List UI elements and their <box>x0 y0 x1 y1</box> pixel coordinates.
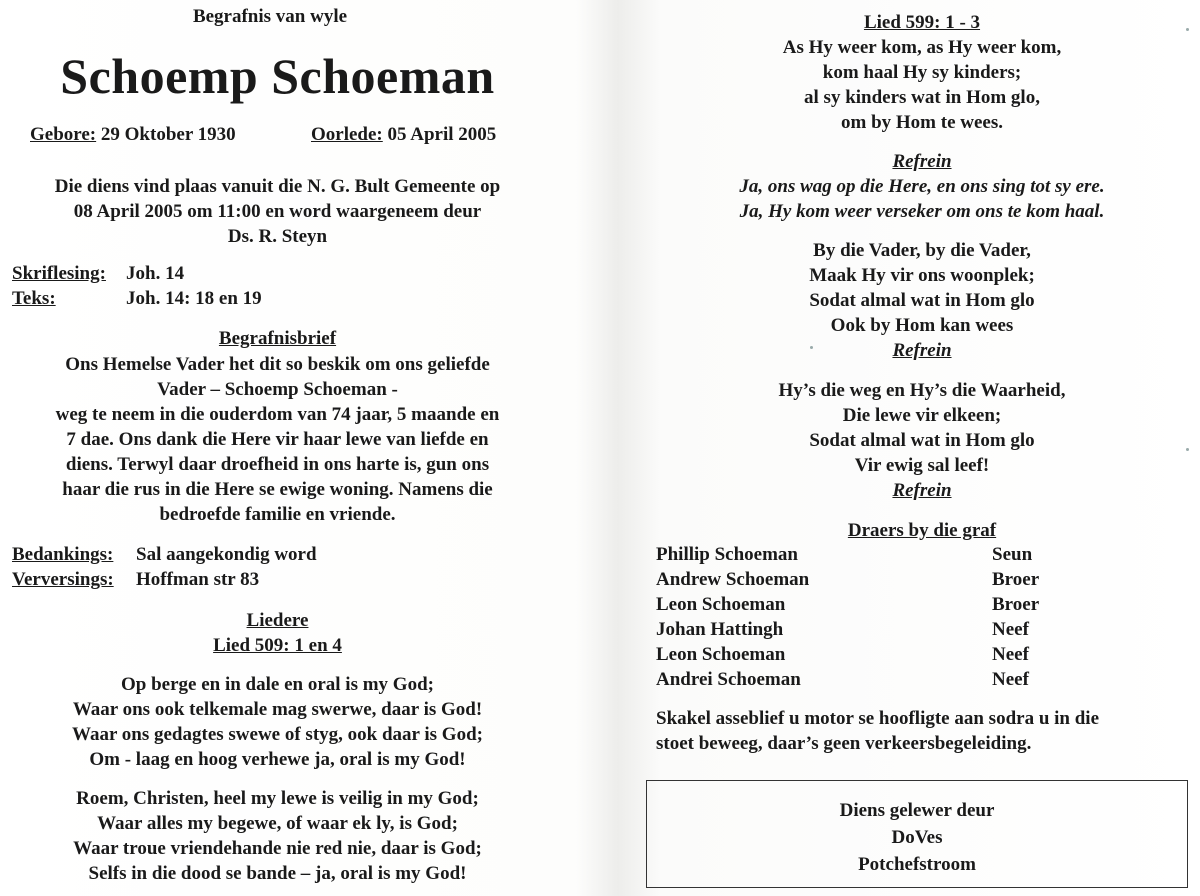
refrain-block <box>612 149 1200 224</box>
lyric-line: Hy’s die weg en Hy’s die Waarheid, <box>778 380 1066 401</box>
text-value: Joh. 14: 18 en 19 <box>126 288 262 309</box>
bearer-row <box>656 592 1039 617</box>
bearers-list <box>656 542 1039 692</box>
song2-title: Lied 599: 1 - 3 <box>863 12 981 33</box>
born-label: Gebore: <box>30 124 97 145</box>
bearer-relation: Neef <box>992 644 1029 665</box>
lyric-line: Sodat almal wat in Hom glo <box>809 430 1035 451</box>
service-line: Ds. R. Steyn <box>227 226 328 247</box>
thanks-label: Bedankings: <box>12 544 114 565</box>
refreshments-value: Hoffman str 83 <box>136 569 260 590</box>
bearers-title: Draers by die graf <box>847 520 997 541</box>
bearer-row <box>656 642 1039 667</box>
lyric-line: Vir ewig sal leef! <box>854 455 990 476</box>
credits-line: Diens gelewer deur <box>839 800 995 821</box>
service-line: Die diens vind plaas vanuit die N. G. Bult Gemeente op <box>54 176 501 197</box>
notice-line: Skakel asseblief u motor se hoofligte aan sodra u in die <box>656 708 1100 729</box>
born-value: 29 Oktober 1930 <box>96 124 236 145</box>
lyric-line: By die Vader, by die Vader, <box>813 240 1031 261</box>
refrain-label: Refrein <box>892 151 952 172</box>
refrain-label: Refrein <box>892 340 952 361</box>
bearer-relation: Neef <box>992 669 1029 690</box>
lyric-line: Selfs in die dood se bande – ja, oral is my God! <box>88 863 467 884</box>
bearer-name: Andrew Schoeman <box>656 569 810 590</box>
credits-city: Potchefstroom <box>858 854 976 875</box>
letter-line: weg te neem in die ouderdom van 74 jaar, 5 maande en <box>55 404 500 425</box>
bearer-name: Andrei Schoeman <box>656 669 801 690</box>
refrain-line: Ja, ons wag op die Here, en ons sing tot sy ere. <box>739 176 1105 197</box>
bearer-row <box>656 567 1039 592</box>
lyric-line: As Hy weer kom, as Hy weer kom, <box>782 37 1062 58</box>
refrain-label: Refrein <box>892 480 952 501</box>
letter-line: haar die rus in die Here se ewige woning. Namens die <box>62 479 493 500</box>
reading-value: Joh. 14 <box>126 263 185 284</box>
headlights-notice <box>656 706 1176 756</box>
songs-title: Liedere <box>246 610 309 631</box>
scan-speck <box>1186 448 1189 451</box>
reading-label: Skriflesing: <box>12 263 106 284</box>
deceased-name: Schoemp Schoeman <box>60 48 495 104</box>
scan-speck <box>1186 28 1189 31</box>
bearer-relation: Broer <box>992 569 1040 590</box>
service-line: 08 April 2005 om 11:00 en word waargeneem deur <box>73 201 482 222</box>
lyric-line: Sodat almal wat in Hom glo <box>809 290 1035 311</box>
bearer-relation: Broer <box>992 594 1040 615</box>
died-label: Oorlede: <box>311 124 383 145</box>
letter-line: Ons Hemelse Vader het dit so beskik om ons geliefde <box>65 354 490 375</box>
song2-verse-3 <box>612 378 1200 503</box>
refreshments-label: Verversings: <box>12 569 114 590</box>
funeral-letter <box>0 352 555 527</box>
intro-heading: Begrafnis van wyle <box>192 6 348 27</box>
bearer-name: Leon Schoeman <box>656 594 786 615</box>
lyric-line: Op berge en in dale en oral is my God; <box>121 674 434 695</box>
lyric-line: Die lewe vir elkeen; <box>842 405 1002 426</box>
text-label: Teks: <box>12 288 56 309</box>
bearer-relation: Seun <box>992 544 1033 565</box>
songs-heading <box>0 608 555 658</box>
notice-line: stoet beweeg, daar’s geen verkeersbegeleiding. <box>656 733 1032 754</box>
bearer-name: Johan Hattingh <box>656 619 784 640</box>
service-credits-box <box>646 780 1188 888</box>
refrain-line: Ja, Hy kom weer verseker om ons te kom haal. <box>739 201 1105 222</box>
bearer-relation: Neef <box>992 619 1029 640</box>
bearer-row <box>656 667 1039 692</box>
born-date <box>30 124 236 146</box>
died-date <box>311 124 496 146</box>
song1-stanza-2 <box>0 786 555 886</box>
lyric-line: Waar ons ook telkemale mag swerwe, daar is God! <box>72 699 483 720</box>
letter-title: Begrafnisbrief <box>218 328 337 349</box>
scan-speck <box>810 346 813 349</box>
song1-stanza-1 <box>0 672 555 772</box>
lyric-line: Maak Hy vir ons woonplek; <box>809 265 1035 286</box>
letter-line: 7 dae. Ons dank die Here vir haar lewe van liefde en <box>66 429 489 450</box>
lyric-line: Ook by Hom kan wees <box>830 315 1014 336</box>
bearer-row <box>656 542 1039 567</box>
service-details <box>0 174 555 249</box>
credits-company: DoVes <box>891 827 943 848</box>
letter-line: diens. Terwyl daar droefheid in ons harte is, gun ons <box>65 454 490 475</box>
lyric-line: Waar alles my begewe, of waar ek ly, is God; <box>97 813 458 834</box>
bearer-name: Phillip Schoeman <box>656 544 798 565</box>
letter-line: bedroefde familie en vriende. <box>159 504 396 525</box>
song2-verse-2 <box>612 238 1200 363</box>
lyric-line: om by Hom te wees. <box>841 112 1003 133</box>
lyric-line: Waar troue vriendehande nie red nie, daar is God; <box>73 838 482 859</box>
thanks-value: Sal aangekondig word <box>136 544 317 565</box>
lyric-line: Roem, Christen, heel my lewe is veilig in my God; <box>76 788 479 809</box>
letter-line: Vader – Schoemp Schoeman - <box>157 379 398 400</box>
lyric-line: Om - laag en hoog verhewe ja, oral is my God! <box>89 749 466 770</box>
lyric-line: kom haal Hy sy kinders; <box>822 62 1022 83</box>
lyric-line: al sy kinders wat in Hom glo, <box>804 87 1040 108</box>
bearer-name: Leon Schoeman <box>656 644 786 665</box>
song1-title: Lied 509: 1 en 4 <box>213 635 342 656</box>
lyric-line: Waar ons gedagtes swewe of styg, ook daar is God; <box>72 724 483 745</box>
song2-verse-1 <box>612 10 1200 135</box>
bearer-row <box>656 617 1039 642</box>
died-value: 05 April 2005 <box>382 124 497 145</box>
